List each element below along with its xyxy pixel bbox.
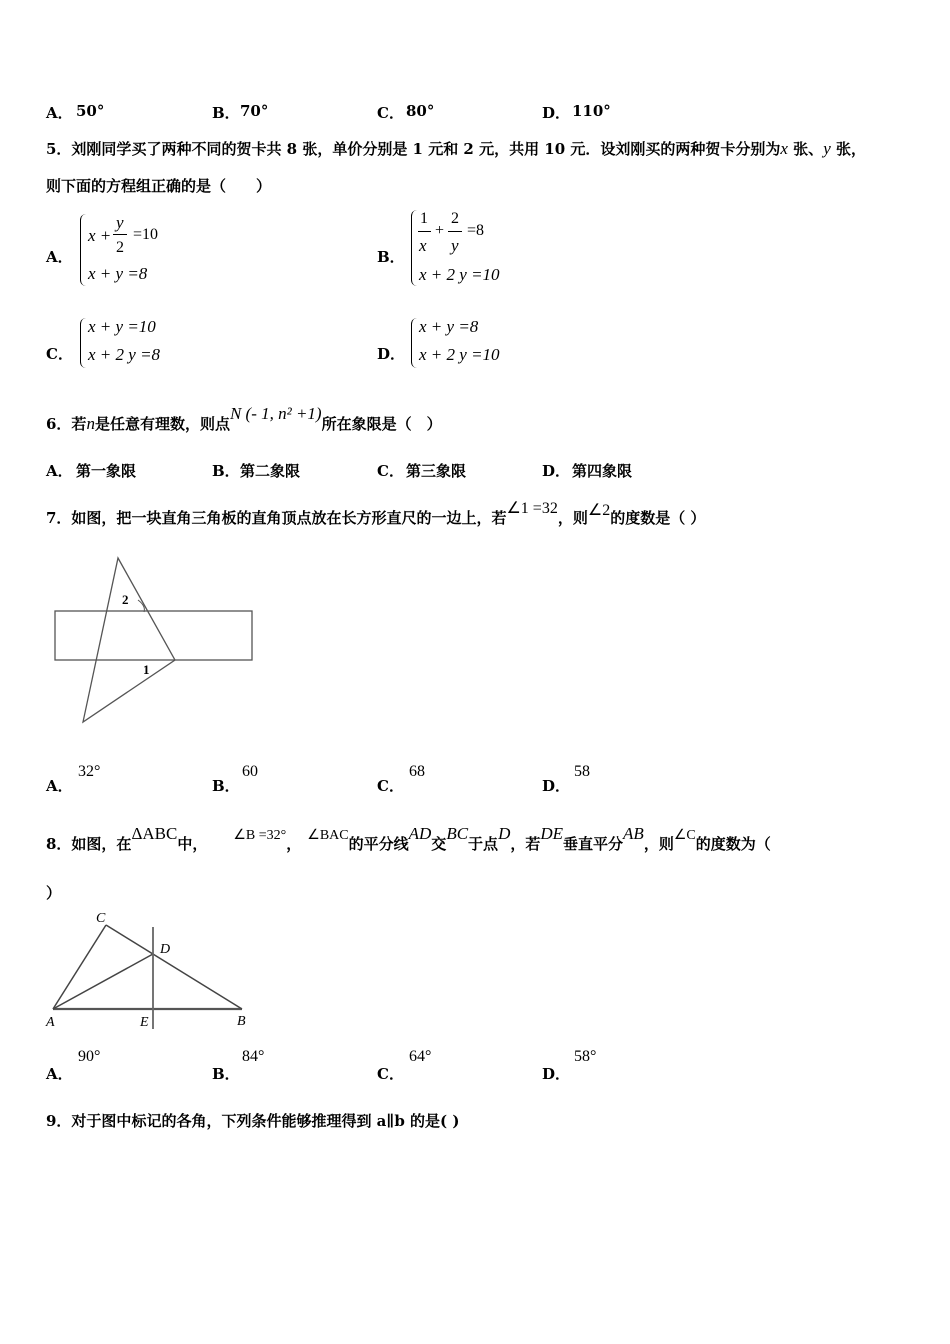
q5-a-frac-den: 2 xyxy=(116,239,124,256)
q9-stem: 9．对于图中标记的各角，下列条件能够推理得到 a∥b 的是( ) xyxy=(46,1112,460,1130)
q6-option-d-label: D． xyxy=(542,462,571,480)
q4-option-d-label: D． xyxy=(542,104,571,122)
q4-option-a-label: A． xyxy=(46,104,73,122)
segment-ac xyxy=(53,925,106,1009)
set-square-triangle xyxy=(83,558,175,722)
q7-option-d-value: 58 xyxy=(574,763,590,780)
q6-stem: 6．若n是任意有理数，则点N (- 1, n² +1)所在象限是（ ） xyxy=(46,404,442,433)
q4-option-c-value: 80° xyxy=(406,102,435,120)
q8-figure xyxy=(40,905,260,1035)
q8-option-a-value: 90° xyxy=(78,1048,101,1065)
point-b-label: B xyxy=(237,1014,246,1029)
q7-option-c-label: C． xyxy=(377,777,404,795)
q8-option-d-label: D． xyxy=(542,1065,571,1083)
q4-option-c-label: C． xyxy=(377,104,404,122)
q7-stem: 7．如图，把一块直角三角板的直角顶点放在长方形直尺的一边上，若∠1 =32，则∠2的度数是（ ） xyxy=(46,500,706,527)
q5-a-eq1-pre: x + xyxy=(88,226,112,245)
q8-option-a-label: A． xyxy=(46,1065,73,1083)
q6-option-d-value: 第四象限 xyxy=(572,462,633,480)
q5-stem-line1: 5．刘刚同学买了两种不同的贺卡共 8 张，单价分别是 1 元和 2 元，共用 10 元．设刘刚买的两种贺卡分别为x 张、y 张， xyxy=(46,139,866,158)
q5-option-a-brace xyxy=(80,214,87,286)
q5-b-eq1-post: =8 xyxy=(467,222,485,239)
q5-a-eq2: x + y =8 xyxy=(88,264,148,283)
q5-stem-line2: 则下面的方程组正确的是（ ） xyxy=(46,177,272,195)
q5-a-frac-bar xyxy=(113,234,127,235)
q8-option-b-value: 84° xyxy=(242,1048,265,1065)
q5-a-frac-num: y xyxy=(116,213,124,232)
q6-option-a-label: A． xyxy=(46,462,73,480)
q4-option-b-value: 70° xyxy=(240,102,269,120)
point-a-label: A xyxy=(46,1015,55,1030)
q5-b-plus: + xyxy=(435,222,445,239)
q7-option-b-value: 60 xyxy=(242,763,258,780)
segment-cb xyxy=(106,925,242,1009)
q5-option-d-brace xyxy=(411,318,418,368)
ruler-rectangle xyxy=(55,611,252,660)
q5-d-eq1: x + y =8 xyxy=(419,317,479,336)
q5-option-b-label: B． xyxy=(377,248,405,266)
q5-option-a-label: A． xyxy=(46,248,73,266)
q5-a-eq1-post: =10 xyxy=(133,226,159,243)
q8-option-c-value: 64° xyxy=(409,1048,432,1065)
q5-d-eq2: x + 2 y =10 xyxy=(419,345,500,364)
q8-option-c-label: C． xyxy=(377,1065,404,1083)
q8-option-d-value: 58° xyxy=(574,1048,597,1065)
q5-c-eq1: x + y =10 xyxy=(88,317,156,336)
q7-option-a-label: A． xyxy=(46,777,73,795)
point-e-label: E xyxy=(140,1015,149,1030)
point-c-label: C xyxy=(96,911,106,926)
q5-b-frac1-bar xyxy=(418,231,431,232)
point-d-label: D xyxy=(160,942,171,957)
q7-option-b-label: B． xyxy=(212,777,240,795)
angle-2-label: 2 xyxy=(122,592,129,607)
q5-c-eq2: x + 2 y =8 xyxy=(88,345,161,364)
q6-option-b-label: B． xyxy=(212,462,240,480)
q6-option-a-value: 第一象限 xyxy=(76,462,137,480)
angle-2-arc xyxy=(138,600,144,612)
q5-option-b-brace xyxy=(411,210,418,286)
q8-option-b-label: B． xyxy=(212,1065,240,1083)
q6-option-c-value: 第三象限 xyxy=(406,462,467,480)
q7-option-d-label: D． xyxy=(542,777,571,795)
q8-stem-line2: ） xyxy=(46,884,62,902)
q5-b-den1: x xyxy=(419,236,427,255)
q7-option-a-value: 32° xyxy=(78,763,101,780)
q4-option-b-label: B． xyxy=(212,104,240,122)
segment-ad xyxy=(53,954,153,1009)
q5-b-den2: y xyxy=(451,236,459,255)
q8-stem: 8．如图，在ΔABC中， ∠B =32°， ∠BAC的平分线AD交BC于点D，若DE垂直平分AB，则∠C的度数为（ xyxy=(46,824,771,853)
q5-b-num2: 2 xyxy=(451,210,459,227)
q5-b-num1: 1 xyxy=(420,210,428,227)
q5-b-eq2: x + 2 y =10 xyxy=(419,265,500,284)
q4-option-d-value: 110° xyxy=(572,102,611,120)
angle-1-label: 1 xyxy=(143,662,150,677)
q6-option-b-value: 第二象限 xyxy=(240,462,301,480)
q5-b-frac2-bar xyxy=(448,231,462,232)
q5-option-c-label: C． xyxy=(46,345,73,363)
q7-figure xyxy=(48,552,260,728)
q5-option-c-brace xyxy=(80,318,87,368)
q4-option-a-value: 50° xyxy=(76,102,105,120)
q7-option-c-value: 68 xyxy=(409,763,425,780)
q5-option-d-label: D． xyxy=(377,345,406,363)
q6-option-c-label: C． xyxy=(377,462,404,480)
